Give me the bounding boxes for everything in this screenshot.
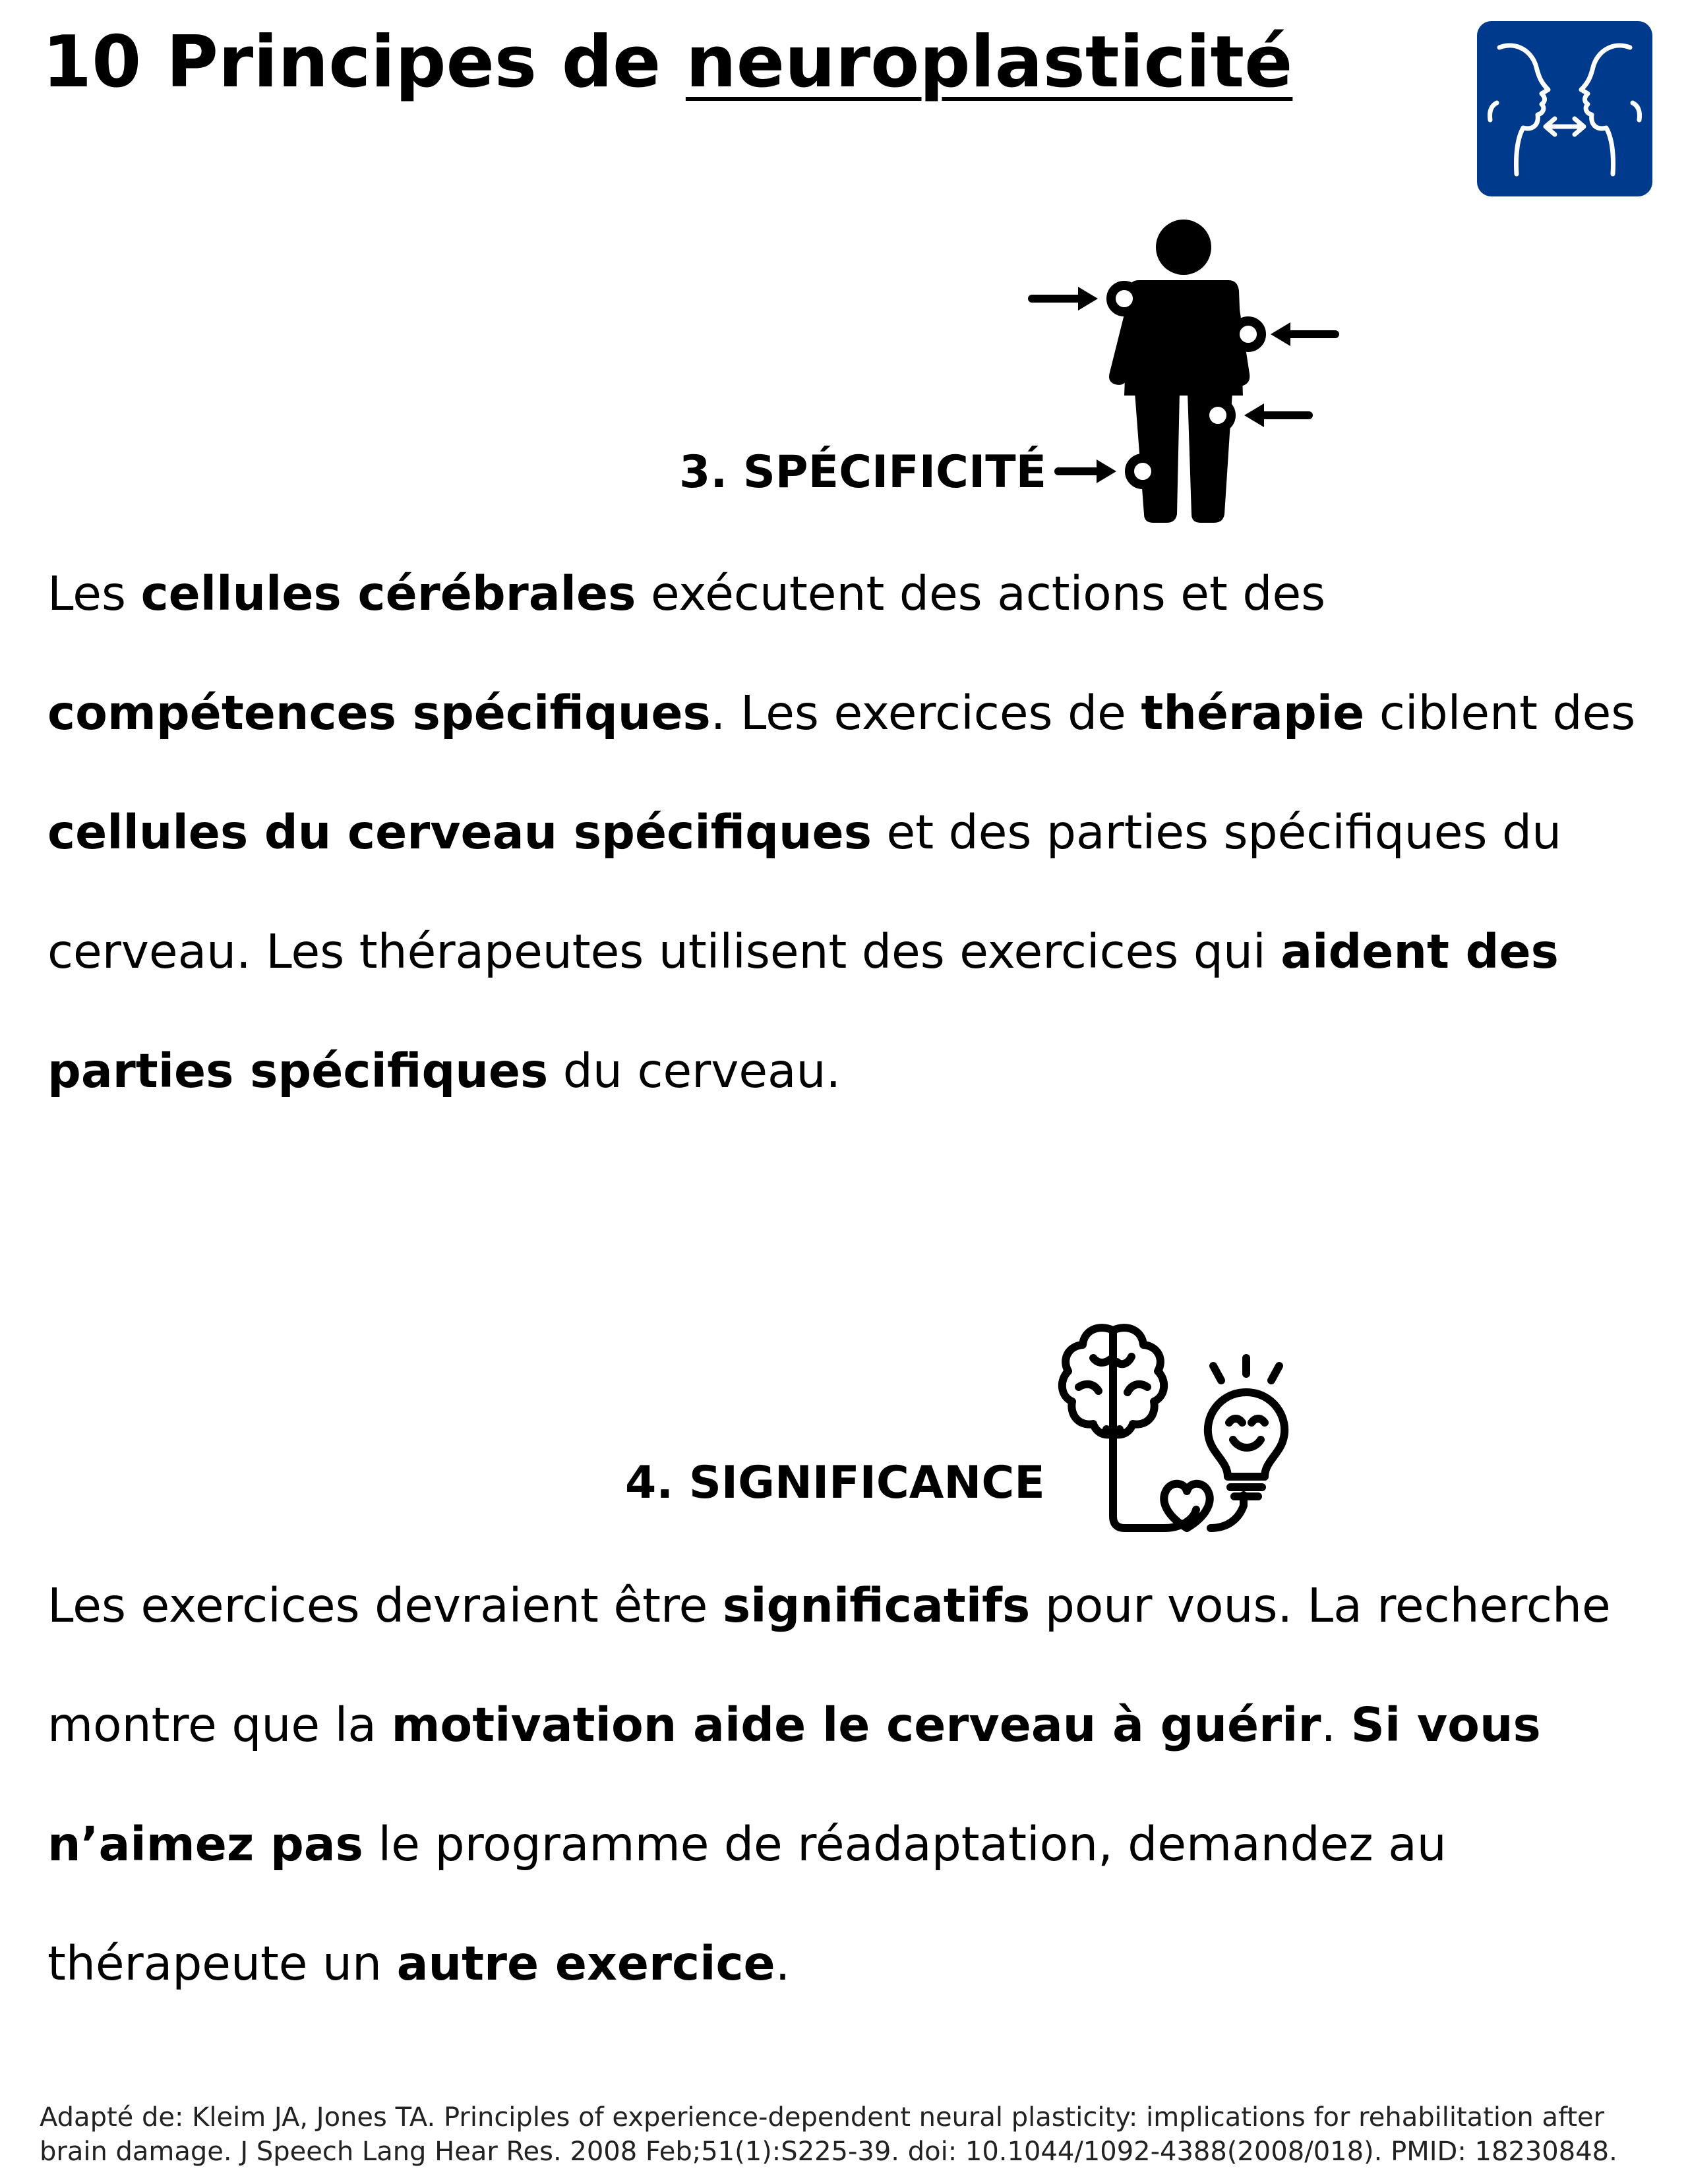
text-line: Les cellules cérébrales exécutent des actions et des — [47, 566, 1326, 621]
text-line: cerveau. Les thérapeutes utilisent des exercices qui aident des — [47, 924, 1559, 979]
page-title-underlined: neuroplasticité — [685, 21, 1293, 103]
page-title — [42, 13, 1292, 112]
citation-footer — [40, 2100, 1662, 2169]
citation-line: Adapté de: Kleim JA, Jones TA. Principles of experience-dependent neural plasticity: implications for rehabilitation after — [40, 2102, 1605, 2133]
text-line: cellules du cerveau spécifiques et des parties spécifiques du — [47, 805, 1562, 860]
two-faces-communication-icon — [1477, 21, 1652, 196]
body-targets-icon — [1025, 214, 1342, 531]
section-heading-significance: 4. SIGNIFICANCE — [625, 1457, 1045, 1509]
text-line: thérapeute un autre exercice. — [47, 1936, 791, 1991]
section-text-specificite — [47, 534, 1656, 1131]
text-line: montre que la motivation aide le cerveau à guérir. Si vous — [47, 1697, 1541, 1752]
citation-line: brain damage. J Speech Lang Hear Res. 2008 Feb;51(1):S225-39. doi: 10.1044/1092-4388(2008/018). PMID: 18230848. — [40, 2137, 1617, 2167]
brain-heart-lightbulb-icon — [1055, 1318, 1306, 1543]
section-heading-specificite: 3. SPÉCIFICITÉ — [679, 446, 1047, 498]
section-text-significance — [47, 1546, 1656, 2023]
text-line: Les exercices devraient être significatifs pour vous. La recherche — [47, 1578, 1611, 1633]
text-line: compétences spécifiques. Les exercices de thérapie ciblent des — [47, 686, 1636, 740]
text-line: parties spécifiques du cerveau. — [47, 1044, 841, 1098]
text-line: n’aimez pas le programme de réadaptation, demandez au — [47, 1817, 1447, 1872]
page-title-prefix: 10 Principes de — [42, 21, 686, 103]
